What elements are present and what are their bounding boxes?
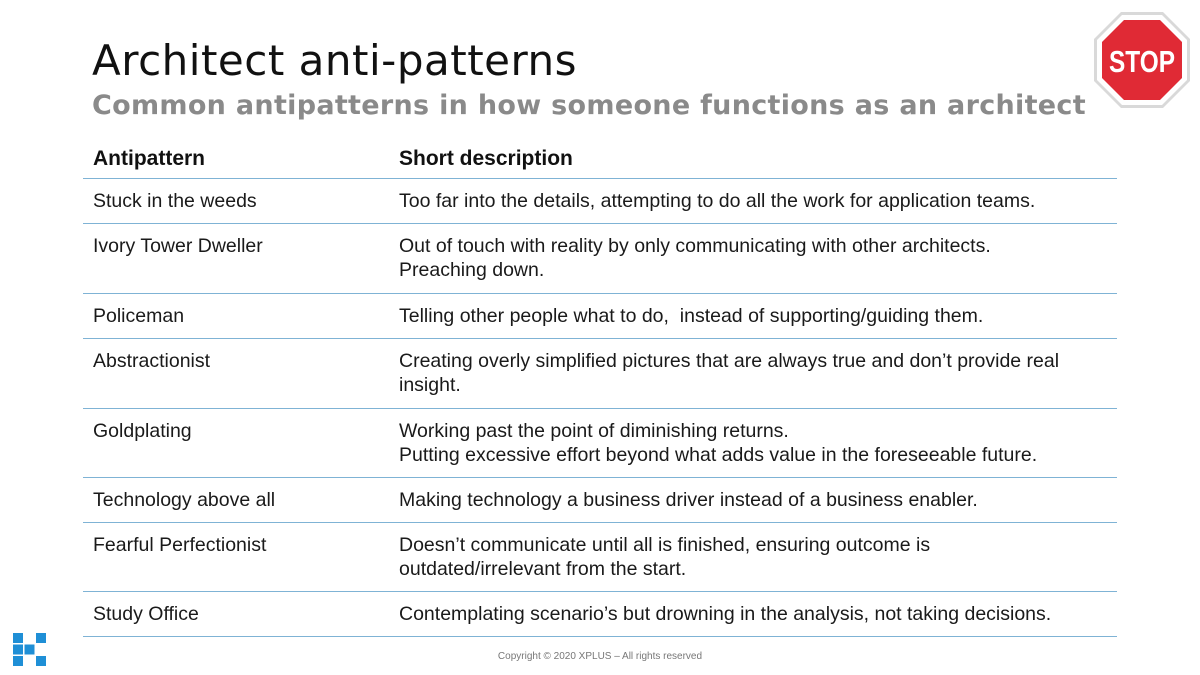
- header-antipattern: Antipattern: [93, 147, 205, 170]
- stop-sign-icon: [1092, 10, 1192, 110]
- stop-sign-text: STOP: [1109, 44, 1175, 79]
- description-line: Making technology a business driver instead of a business enabler.: [399, 489, 978, 511]
- table-row: [83, 224, 1117, 294]
- antipattern-name: Ivory Tower Dweller: [93, 235, 263, 257]
- antipattern-table: [83, 140, 1117, 637]
- description-line: Working past the point of diminishing returns.: [399, 420, 789, 442]
- antipattern-description: [389, 419, 1117, 467]
- table-row: [83, 294, 1117, 339]
- antipattern-description: [389, 234, 1117, 283]
- antipattern-description: [389, 349, 1117, 398]
- antipattern-description: [389, 533, 1117, 581]
- description-line: insight.: [399, 374, 461, 396]
- slide-title: Architect anti-patterns: [92, 36, 578, 85]
- antipattern-description: [389, 304, 1117, 328]
- antipattern-name: Policeman: [93, 305, 185, 327]
- table-row: [83, 339, 1117, 409]
- description-line: Putting excessive effort beyond what adds value in the foreseeable future.: [399, 444, 1038, 466]
- description-line: Contemplating scenario’s but drowning in the analysis, not taking decisions.: [399, 603, 1052, 625]
- description-line: outdated/irrelevant from the start.: [399, 558, 687, 580]
- antipattern-name: Study Office: [93, 603, 199, 625]
- antipattern-name: Abstractionist: [93, 350, 211, 372]
- antipattern-description: [389, 602, 1117, 626]
- table-row: [83, 179, 1117, 224]
- antipattern-name: Stuck in the weeds: [93, 190, 257, 212]
- antipattern-name: Fearful Perfectionist: [93, 534, 267, 556]
- table-row: [83, 523, 1117, 592]
- description-line: Preaching down.: [399, 259, 545, 281]
- description-line: Creating overly simplified pictures that are always true and don’t provide real: [399, 350, 1060, 372]
- table-row: [83, 478, 1117, 523]
- antipattern-description: [389, 488, 1117, 512]
- table-row: [83, 409, 1117, 478]
- description-line: Doesn’t communicate until all is finished, ensuring outcome is: [399, 534, 931, 556]
- copyright-notice: Copyright © 2020 XPLUS – All rights reserved: [497, 651, 703, 662]
- description-line: Out of touch with reality by only communicating with other architects.: [399, 235, 991, 257]
- antipattern-name: Technology above all: [93, 489, 276, 511]
- header-description: Short description: [399, 147, 573, 170]
- antipattern-description: [389, 189, 1117, 213]
- description-line: Telling other people what to do, instead of supporting/guiding them.: [399, 305, 984, 327]
- antipattern-name: Goldplating: [93, 420, 192, 442]
- table-header: [83, 140, 1117, 179]
- description-line: Too far into the details, attempting to do all the work for application teams.: [399, 190, 1036, 212]
- table-row: [83, 592, 1117, 637]
- slide-subtitle: Common antipatterns in how someone functions as an architect: [92, 90, 1086, 121]
